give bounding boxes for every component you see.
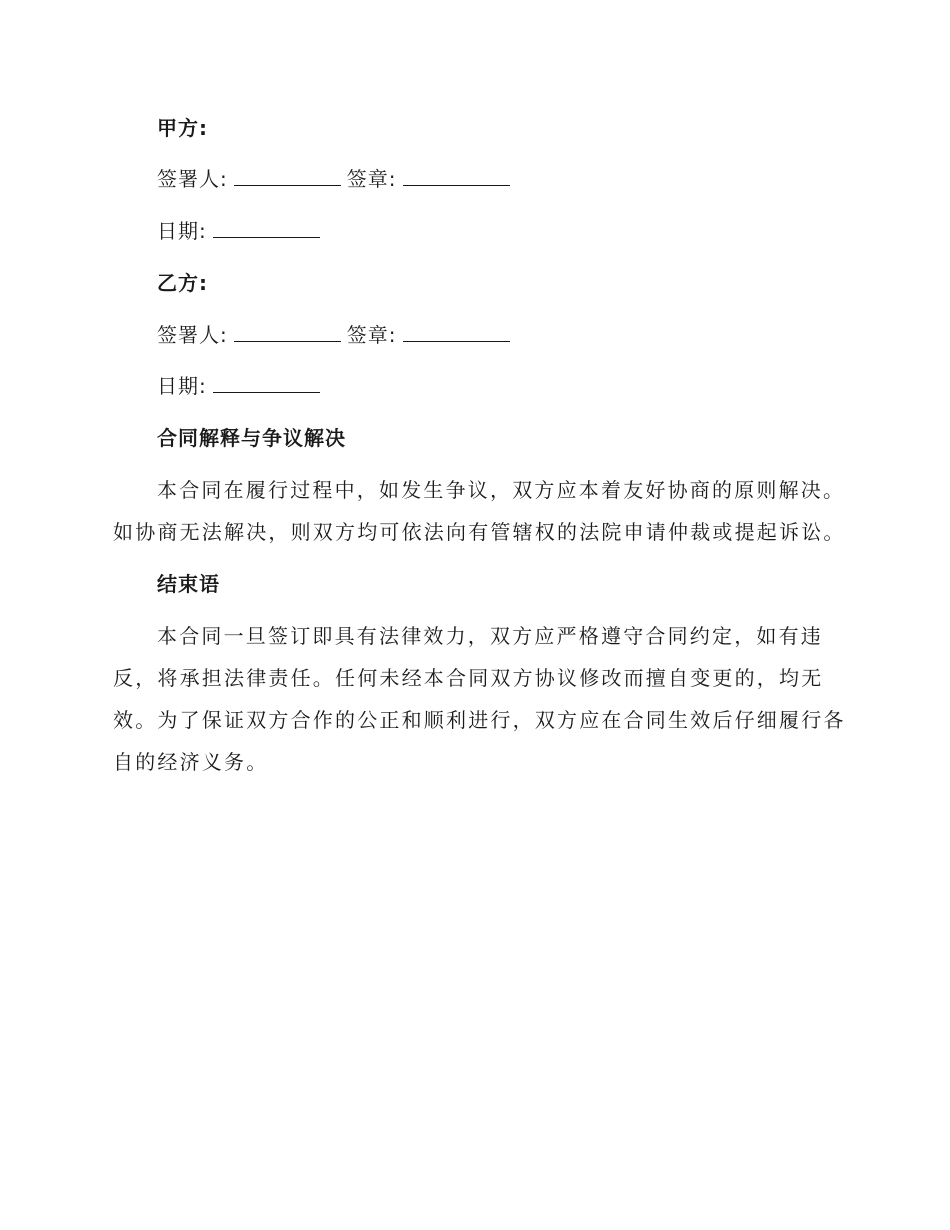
party-a-heading: 甲方: <box>157 116 208 140</box>
closing-heading: 结束语 <box>157 572 220 596</box>
closing-paragraph-line: 反，将承担法律责任。任何未经本合同双方协议修改而擅自变更的，均无 <box>113 666 824 690</box>
closing-paragraph-line: 自的经济义务。 <box>113 750 269 774</box>
closing-paragraph-line: 效。为了保证双方合作的公正和顺利进行，双方应在合同生效后仔细履行各 <box>113 708 846 732</box>
party-b-signature-row <box>157 322 516 348</box>
party-b-heading: 乙方: <box>157 271 208 295</box>
party-a-seal-blank[interactable] <box>403 167 510 186</box>
dispute-paragraph-line: 本合同在履行过程中，如发生争议，双方应本着友好协商的原则解决。 <box>157 478 846 502</box>
party-a-date-label: 日期: <box>157 219 207 243</box>
dispute-paragraph-line: 如协商无法解决，则双方均可依法向有管辖权的法院申请仲裁或提起诉讼。 <box>113 520 846 544</box>
party-a-date-row <box>157 218 326 244</box>
party-b-signer-label: 签署人: <box>157 323 228 347</box>
party-a-signer-label: 签署人: <box>157 167 228 191</box>
party-b-date-label: 日期: <box>157 374 207 398</box>
dispute-heading: 合同解释与争议解决 <box>157 426 346 450</box>
party-b-signer-blank[interactable] <box>234 323 341 342</box>
party-a-signature-row <box>157 166 516 192</box>
party-b-date-blank[interactable] <box>213 374 320 393</box>
closing-paragraph-line: 本合同一旦签订即具有法律效力，双方应严格遵守合同约定，如有违 <box>157 624 823 648</box>
party-a-date-blank[interactable] <box>213 219 320 238</box>
party-a-signer-blank[interactable] <box>234 167 341 186</box>
party-b-seal-label: 签章: <box>346 323 397 347</box>
party-b-seal-blank[interactable] <box>403 323 510 342</box>
party-b-date-row <box>157 373 326 399</box>
party-a-seal-label: 签章: <box>346 167 397 191</box>
